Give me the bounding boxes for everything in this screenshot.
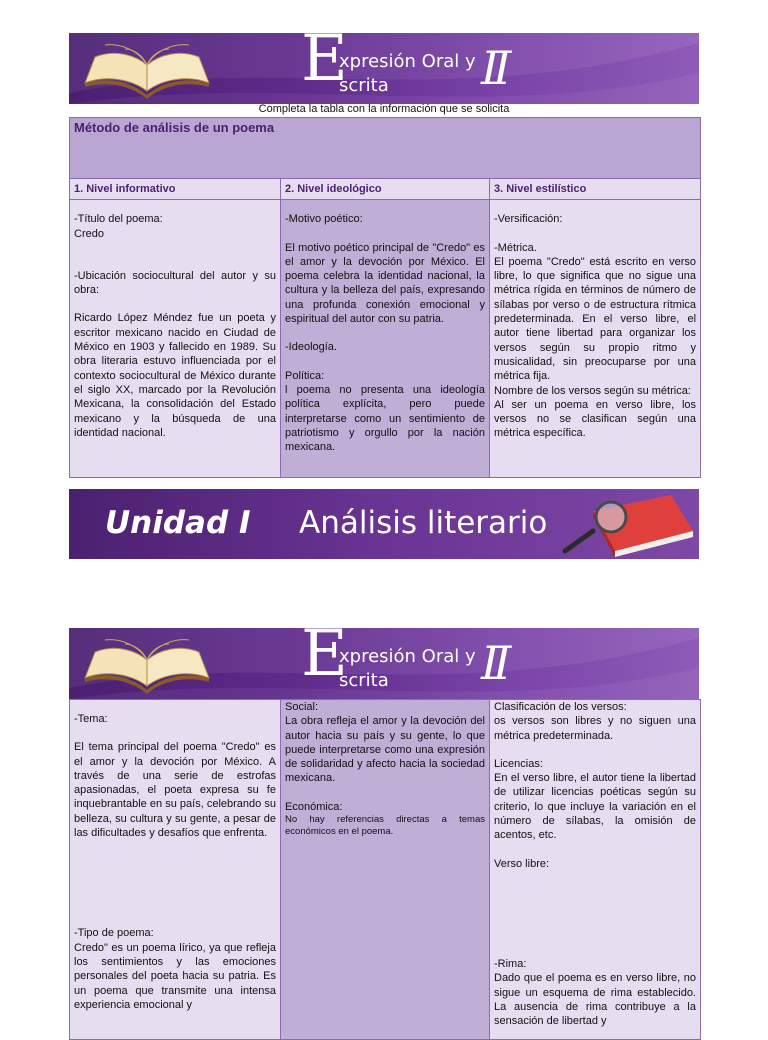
cell-nivel-estilistico-cont <box>490 700 701 1040</box>
tema-label: -Tema: <box>74 713 108 725</box>
title-roman-numeral: II <box>481 41 506 95</box>
verso-libre-label: Verso libre: <box>494 857 550 870</box>
ubicacion-text: Ricardo López Méndez fue un poeta y escritor mexicano nacido en Ciudad de México en 1903 y fallecido en 1989. Su obra literaria estuvo influenciada por el contexto sociocultural de México durante el siglo XX, marcado por la Revolución Mexicana, la consolidación del Estado mexicano y la búsqueda de una identidad nacional. <box>74 312 276 439</box>
title-initial: E <box>301 33 348 96</box>
versificacion-label: -Versificación: <box>494 213 563 226</box>
title-line2: scrita <box>339 75 389 96</box>
tipo-label: -Tipo de poema: <box>74 927 154 940</box>
unit-label: Unidad I <box>105 505 251 541</box>
column-header-estilistico: 3. Nivel estilístico <box>490 179 701 200</box>
nombre-label: Nombre de los versos según su métrica: <box>494 384 691 397</box>
tipo-text: Credo" es un poema lírico, ya que refleja los sentimientos y las emociones personales del poeta hacia su patria. Es un poema que transmite una intensa experiencia emocional y <box>74 941 276 1011</box>
cell-nivel-informativo-cont <box>70 700 281 1040</box>
politica-text: l poema no presenta una ideología política explícita, pero puede interpretarse como un sentimiento de patriotismo y orgullo por la nación mexicana. <box>285 383 485 454</box>
cell-nivel-informativo <box>70 200 281 478</box>
column-header-ideologico: 2. Nivel ideológico <box>281 179 490 200</box>
title-line2: scrita <box>339 670 389 691</box>
social-label: Social: <box>285 701 319 713</box>
course-banner-top <box>69 33 699 104</box>
titulo-value: Credo <box>74 227 104 240</box>
economica-label: Económica: <box>285 800 343 813</box>
open-book-icon <box>81 634 213 694</box>
analysis-table <box>69 117 701 478</box>
cell-nivel-ideologico-cont <box>281 700 490 1040</box>
nombre-text: Al ser un poema en verso libre, los versos no se clasifican según una métrica específica. <box>494 398 697 440</box>
title-roman-numeral: II <box>481 636 506 690</box>
open-book-icon <box>81 39 213 99</box>
motivo-text: El motivo poético principal de "Credo" es el amor y la devoción por México. El poema celebra la identidad nacional, la cultura y la belleza del país, expresando una profunda conexión emocional y espiritual del autor con su patria. <box>285 241 485 326</box>
licencias-label: Licencias: <box>494 757 543 770</box>
tema-text: El tema principal del poema "Credo" es el amor y la devoción por México. A través de una serie de estrofas apasionadas, el poeta expresa su fe inquebrantable en su país, celebrando su belleza, su cultura y su gente, a pesar de las dificultades y desafíos que enfrenta. <box>74 741 276 840</box>
cell-nivel-estilistico <box>490 200 701 478</box>
unit-topic: Análisis literario <box>299 505 548 541</box>
rima-text: Dado que el poema es en verso libre, no sigue un esquema de rima establecido. La ausencia de rima contribuye a la sensación de libertad y <box>494 972 696 1028</box>
analysis-table-continued <box>69 699 701 1040</box>
title-initial: E <box>301 628 348 691</box>
title-line1: xpresión Oral y <box>339 51 476 72</box>
column-header-informativo: 1. Nivel informativo <box>70 179 281 200</box>
metrica-text: El poema "Credo" está escrito en verso libre, lo que significa que no sigue una métrica rígida en términos de número de sílabas por verso o de estructura rítmica predeterminada. En el verso libre, el autor tiene libertad para organizar los versos según su propio ritmo y musicalidad, sin preocuparse por una métrica fija. <box>494 255 697 383</box>
social-text: La obra refleja el amor y la devoción del autor hacia su país y su gente, lo que puede interpretarse como una expresión de solidaridad y afecto hacia la sociedad mexicana. <box>285 715 485 785</box>
unit-banner <box>69 489 699 559</box>
rima-label: -Rima: <box>494 957 527 970</box>
title-line1: xpresión Oral y <box>339 646 476 667</box>
economica-text: No hay referencias directas a temas económicos en el poema. <box>285 814 485 838</box>
course-banner-bottom <box>69 628 699 699</box>
ubicacion-label: -Ubicación sociocultural del autor y su obra: <box>74 269 276 297</box>
instruction-caption: Completa la tabla con la información que se solicita <box>258 103 510 115</box>
cell-nivel-ideologico <box>281 200 490 478</box>
licencias-text: En el verso libre, el autor tiene la libertad de utilizar licencias poéticas según su criterio, lo que incluye la variación en el número de sílabas, la omisión de acentos, etc. <box>494 772 696 842</box>
politica-label: Política: <box>285 369 325 382</box>
ideologia-label: -Ideología. <box>285 341 337 354</box>
clasificacion-text: os versos son libres y no siguen una métrica predeterminada. <box>494 715 696 742</box>
titulo-label: -Título del poema: <box>74 213 163 226</box>
clasificacion-label: Clasificación de los versos: <box>494 701 627 713</box>
motivo-label: -Motivo poético: <box>285 213 363 226</box>
magnifier-book-icon <box>553 489 699 559</box>
table-heading: Método de análisis de un poema <box>70 118 701 179</box>
metrica-label: -Métrica. <box>494 241 537 254</box>
